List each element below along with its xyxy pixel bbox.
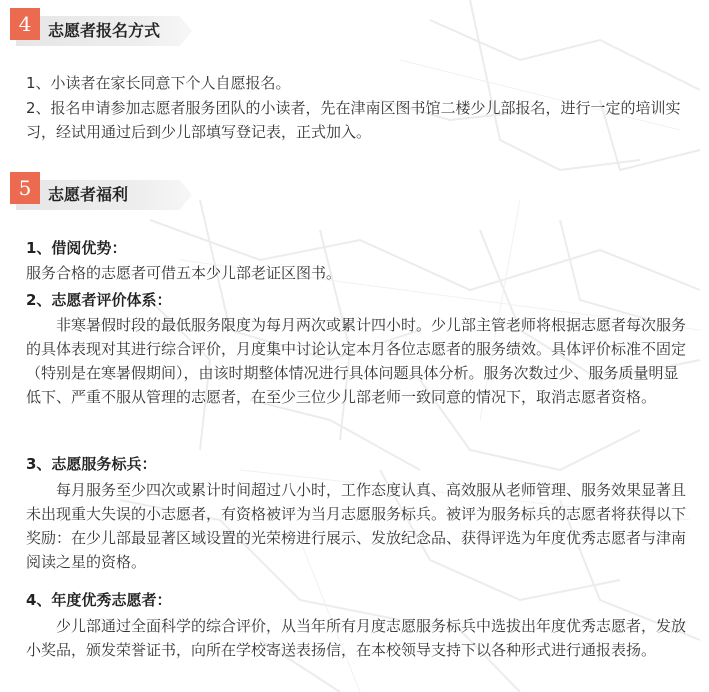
benefit-body-annual: 少儿部通过全面科学的综合评价，从当年所有月度志愿服务标兵中选拔出年度优秀志愿者，发放小奖品，颁发荣誉证书，向所在学校寄送表扬信，在本校领导支持下以各种形式进行通报表扬。 <box>26 617 687 659</box>
section-header-registration <box>10 6 210 50</box>
benefit-heading-borrowing: 1、借阅优势： <box>26 239 127 257</box>
section-number-badge: 4 <box>10 8 40 40</box>
section-header-benefits <box>10 170 210 214</box>
benefit-heading-model: 3、志愿服务标兵： <box>26 455 157 473</box>
section-title: 志愿者福利 <box>48 185 129 204</box>
benefit-heading-annual: 4、年度优秀志愿者： <box>26 591 172 609</box>
benefit-heading-evaluation: 2、志愿者评价体系： <box>26 291 172 309</box>
section-title: 志愿者报名方式 <box>48 21 161 40</box>
section-number-badge: 5 <box>10 172 40 204</box>
registration-item-2: 2、报名申请参加志愿者服务团队的小读者，先在津南区图书馆二楼少儿部报名，进行一定的培训实习，经试用通过后到少儿部填写登记表，正式加入。 <box>26 99 681 141</box>
benefit-body-borrowing: 服务合格的志愿者可借五本少儿部老证区图书。 <box>26 264 342 282</box>
registration-item-1: 1、小读者在家长同意下个人自愿报名。 <box>26 74 291 92</box>
benefit-body-evaluation: 非寒暑假时段的最低服务限度为每月两次或累计四小时。少儿部主管老师将根据志愿者每次服务的具体表现对其进行综合评价，月度集中讨论认定本月各位志愿者的服务绩效。具体评价标准不固定（特别是在寒暑假期间），由该时期整体情况进行具体问题具体分析。服务次数过少、服务质量明显低下、严重不服从管理的志愿者，在至少三位少儿部老师一致同意的情况下，取消志愿者资格。 <box>26 316 687 406</box>
benefit-body-model: 每月服务至少四次或累计时间超过八小时，工作态度认真、高效服从老师管理、服务效果显著且未出现重大失误的小志愿者，有资格被评为当月志愿服务标兵。被评为服务标兵的志愿者将获得以下奖励：在少儿部最显著区域设置的光荣榜进行展示、发放纪念品、获得评选为年度优秀志愿者与津南阅读之星的资格。 <box>26 481 687 571</box>
